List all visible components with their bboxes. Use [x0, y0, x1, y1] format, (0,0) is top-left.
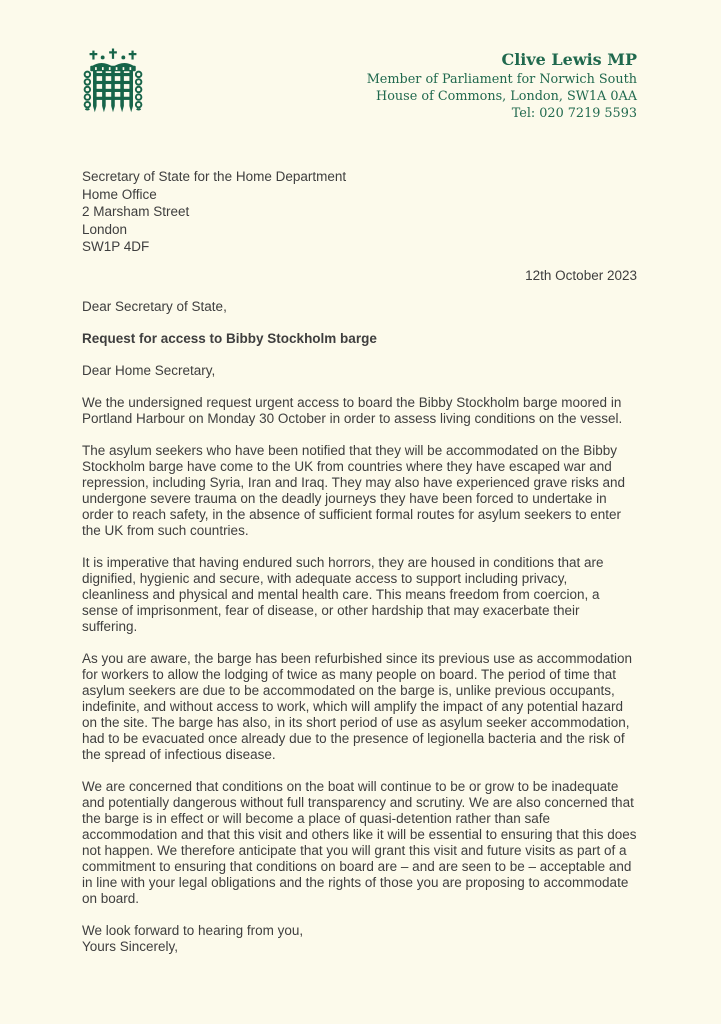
- paragraph-2: The asylum seekers who have been notified that they will be accommodated on the Bibby Stockholm barge have come to the UK from countries where they have escaped war and repression, including Syria, Iran and Iraq. They may also have experienced grave risks and undergone severe trauma on the deadly journeys they have been forced to undertake in order to reach safety, in the absence of sufficient formal routes for asylum seekers to enter the UK from such countries.: [82, 442, 626, 538]
- paragraph-3: It is imperative that having endured such horrors, they are housed in conditions that are dignified, hygienic and secure, with adequate access to support including privacy, cleanliness and physical and mental health care. This means freedom from coercion, a sense of imprisonment, fear of disease, or other hardship that may exacerbate their suffering.: [82, 554, 604, 634]
- signoff: Yours Sincerely,: [82, 938, 179, 954]
- salutation: Dear Secretary of State,: [82, 298, 227, 314]
- mp-name: Clive Lewis MP: [501, 50, 637, 69]
- sender-details: [367, 48, 637, 122]
- address-line: Home Office: [82, 186, 157, 202]
- mp-role: Member of Parliament for Norwich South: [366, 72, 637, 87]
- letterhead: [82, 48, 637, 122]
- closing: [82, 923, 637, 955]
- closing-line: We look forward to hearing from you,: [82, 922, 304, 938]
- parliament-portcullis-icon: [82, 48, 144, 120]
- mp-phone: Tel: 020 7219 5593: [511, 106, 637, 121]
- mp-address: House of Commons, London, SW1A 0AA: [376, 89, 637, 104]
- subject-line: Request for access to Bibby Stockholm barge: [82, 330, 377, 346]
- letter-body: [82, 299, 637, 955]
- address-line: London: [82, 221, 128, 237]
- recipient-address: [82, 168, 637, 256]
- letter-date: 12th October 2023: [525, 267, 637, 283]
- paragraph-1: We the undersigned request urgent access to board the Bibby Stockholm barge moored in Portland Harbour on Monday 30 October in order to assess living conditions on the vessel.: [82, 394, 623, 426]
- paragraph-5: We are concerned that conditions on the boat will continue to be or grow to be inadequate and potentially dangerous without full transparency and scrutiny. We are also concerned that the barge is in effect or will become a place of quasi-detention rather than safe accommodation and that this visit and others like it will be essential to ensuring that this does not happen. We therefore anticipate that you will grant this visit and future visits as part of a commitment to ensuring that conditions on board are – and are seen to be – acceptable and in line with your legal obligations and the rights of those you are proposing to accommodate on board.: [82, 778, 637, 906]
- address-line: 2 Marsham Street: [82, 204, 190, 219]
- address-line: Secretary of State for the Home Department: [82, 169, 347, 184]
- address-line: SW1P 4DF: [82, 239, 150, 254]
- greeting: Dear Home Secretary,: [82, 362, 216, 378]
- paragraph-4: As you are aware, the barge has been refurbished since its previous use as accommodation for workers to allow the lodging of twice as many people on board. The period of time that asylum seekers are due to be accommodated on the barge is, unlike previous occupants, indefinite, and without access to work, which will amplify the impact of any potential hazard on the site. The barge has also, in its short period of use as asylum seeker accommodation, had to be evacuated once already due to the presence of legionella bacteria and the risk of the spread of infectious disease.: [82, 650, 633, 762]
